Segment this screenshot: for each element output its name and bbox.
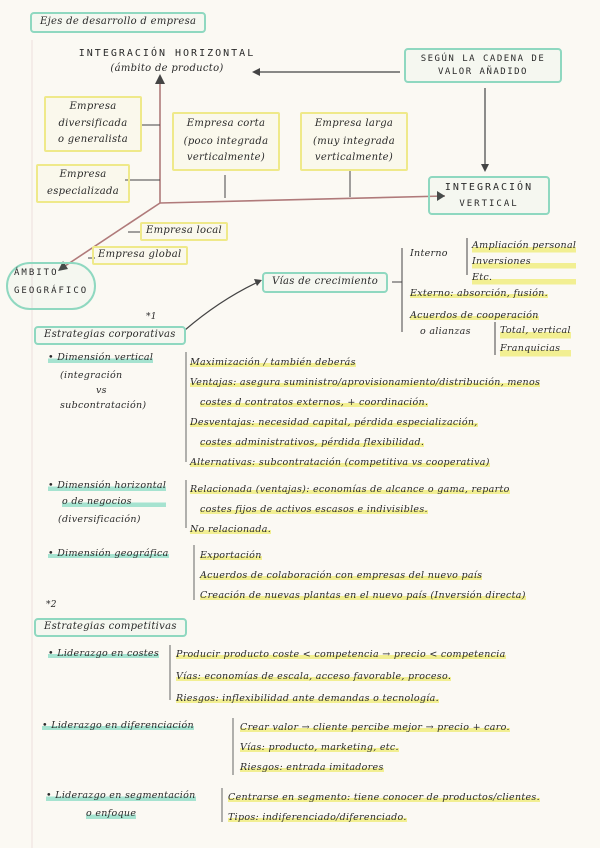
interno-list [472,238,576,286]
interno-item-3: Etc. [472,270,576,286]
costes-line-1: Producir producto coste < competencia → precio < competencia [176,649,506,660]
vertical-line-6: Alternativas: subcontratación (competitiva vs cooperativa) [190,457,490,468]
alianza-item-2: Franquicias [500,340,571,358]
vias-box [262,272,388,293]
geografico-label [14,268,88,296]
costes-heading [48,648,159,660]
vertical-head-1: • Dimensión vertical [48,352,154,363]
vertical-head-2: (integración [60,369,123,381]
corta-2: (poco integrada [183,135,269,147]
segmentacion-details [228,788,540,828]
diversificada-2: diversificada [58,117,128,129]
horizontal-label-1: INTEGRACIÓN HORIZONTAL [78,48,256,59]
vertical-head-4: subcontratación) [60,399,147,411]
vertical-axis-box [428,176,550,215]
segmentacion-head-2: o enfoque [86,807,137,819]
global-text: Empresa global [98,249,182,260]
larga-2: (muy integrada [313,135,395,147]
page-title-text: Ejes de desarrollo d empresa [40,16,197,27]
geografica-head: • Dimensión geográfica [48,548,169,559]
vertical-line-5: costes administrativos, pérdida flexibilidad. [200,437,425,448]
horizontal-label-2: (ámbito de producto) [110,63,224,74]
diferenciacion-line-1: Crear valor → cliente percibe mejor → precio + caro. [240,722,510,733]
horizontal-head-3: (diversificación) [58,513,141,525]
horizontal-head-1: • Dimensión horizontal [48,480,167,491]
geografica-line-2: Acuerdos de colaboración con empresas del nuevo país [200,570,483,581]
segmentacion-line-1: Centrarse en segmento: tiene conocer de productos/clientes. [228,792,540,803]
global-box [92,246,188,265]
externo-text: Externo: absorción, fusión. [410,288,548,299]
diversificada-1: Empresa [69,101,117,112]
horizontal-details [190,480,510,540]
local-text: Empresa local [146,225,223,236]
vertical-head-3: vs [96,384,107,396]
costes-head: • Liderazgo en costes [48,648,159,659]
geografica-heading [48,548,169,560]
vias-label: Vías de crecimiento [272,276,379,287]
especializada-1: Empresa [59,169,107,180]
vertical-line-4: Desventajas: necesidad capital, pérdida especialización, [190,417,478,428]
diferenciacion-line-3: Riesgos: entrada imitadores [240,762,384,773]
geografico-1: ÁMBITO [14,268,59,278]
vertical-line-1: Maximización / también deberás [190,357,356,368]
vertical-line-2: Ventajas: asegura suministro/aprovisionamiento/distribución, menos [190,377,541,388]
asterisk-1: *1 [146,312,157,322]
cadena-label-2: VALOR AÑADIDO [438,67,528,77]
corporativas-title-box [34,326,186,345]
corta-3: verticalmente) [186,152,266,163]
horizontal-line-2: costes fijos de activos escasos e indivisibles. [200,504,428,515]
corta-box [172,112,280,171]
horizontal-head-2: o de negocios [62,496,166,508]
acuerdos-1: Acuerdos de cooperación [410,310,539,321]
geografica-details [200,546,526,606]
larga-3: verticalmente) [314,152,394,163]
alianza-item-1: Total, vertical [500,322,571,340]
geografica-line-1: Exportación [200,550,262,561]
corta-1: Empresa corta [186,118,266,129]
vertical-label-2: VERTICAL [459,199,519,209]
segmentacion-head-1: • Liderazgo en segmentación [46,790,196,801]
vias-acuerdos [410,310,539,322]
costes-line-3: Riesgos: inflexibilidad ante demandas o tecnología. [176,693,439,704]
especializada-box [36,164,130,203]
geografico-2: GEOGRÁFICO [14,286,89,296]
cadena-label-1: SEGÚN LA CADENA DE [420,54,546,64]
vertical-label-1: INTEGRACIÓN [444,182,534,193]
local-box [140,222,228,241]
diversificada-box [44,96,142,152]
interno-item-2: Inversiones [472,254,576,270]
vertical-line-3: costes d contratos externos, + coordinación. [200,397,429,408]
larga-1: Empresa larga [314,118,394,129]
page-title [30,12,206,33]
vias-interno: Interno [410,248,448,259]
larga-box [300,112,408,171]
segmentacion-line-2: Tipos: indiferenciado/diferenciado. [228,812,407,823]
costes-line-2: Vías: economías de escala, acceso favorable, proceso. [176,671,452,682]
acuerdos-2: o alianzas [420,326,471,337]
costes-details [176,644,506,710]
competitivas-title: Estrategias competitivas [44,621,177,632]
diferenciacion-head: • Liderazgo en diferenciación [42,720,194,731]
interno-item-1: Ampliación personal [472,238,576,254]
corporativas-title: Estrategias corporativas [44,329,176,340]
vertical-details [190,353,540,473]
diversificada-3: o generalista [57,134,129,145]
cadena-valor-box [404,48,562,83]
asterisk-2: *2 [46,600,57,610]
diferenciacion-line-2: Vías: producto, marketing, etc. [240,742,399,753]
competitivas-title-box [34,618,187,637]
horizontal-line-3: No relacionada. [190,524,272,535]
horizontal-line-1: Relacionada (ventajas): economías de alcance o gama, reparto [190,484,510,495]
segmentacion-heading [46,790,196,820]
vias-externo [410,288,548,300]
vertical-heading [48,352,153,412]
diferenciacion-heading [42,720,194,732]
especializada-2: especializada [46,185,120,197]
diferenciacion-details [240,718,510,778]
geografica-line-3: Creación de nuevas plantas en el nuevo país (Inversión directa) [200,590,526,601]
horizontal-axis-label [72,48,262,76]
horizontal-heading [48,480,166,526]
